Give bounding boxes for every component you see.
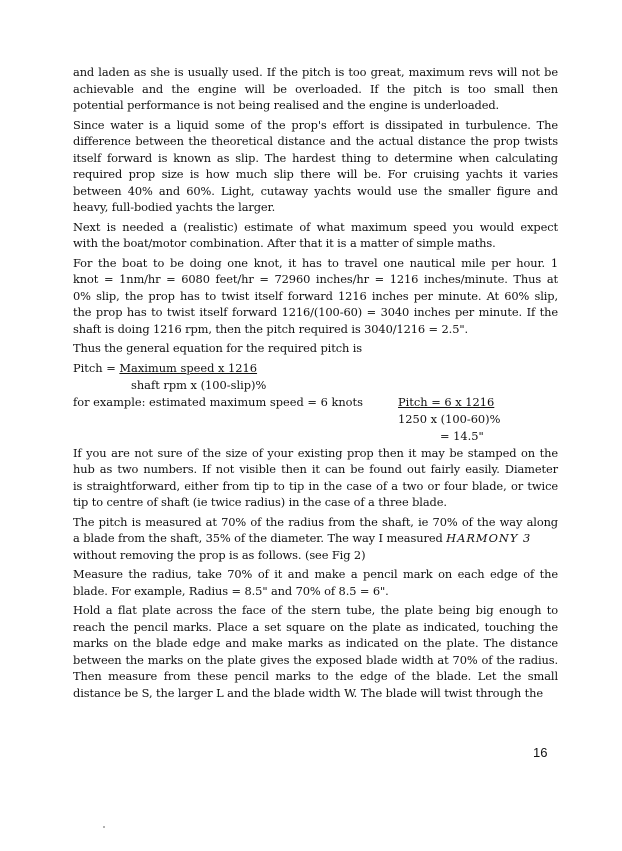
page-number: 16 [533, 745, 548, 760]
text-line: For the boat to be doing one knot, it has to travel one nautical mile per hour. 1 [73, 255, 558, 270]
paragraph [73, 445, 558, 511]
formula-example-numerator: Pitch = 6 x 1216 [398, 394, 495, 409]
formula-example-label: for example: estimated maximum speed = 6 knots [73, 394, 363, 409]
paragraph-harmony-tail [73, 547, 558, 564]
paragraph [73, 566, 558, 599]
formula-general [73, 360, 257, 377]
page-body [73, 64, 558, 704]
text-line: difference between the theoretical distance and the actual distance the prop twists [73, 134, 558, 148]
text-line: distance be S, the larger L and the blade width W. The blade will twist through the [73, 685, 543, 700]
scan-speck [103, 826, 105, 828]
text-line: between the marks on the plate gives the exposed blade width at 70% of the radius. [73, 652, 558, 667]
boat-name: HARMONY 3 [446, 531, 532, 545]
text-block-method [73, 566, 558, 701]
text-block-intro [73, 64, 558, 357]
text-line: Thus the general equation for the required pitch is [73, 341, 363, 355]
text-line: required prop size is how much slip there will be. For cruising yachts it varies [73, 167, 558, 181]
paragraph [73, 64, 558, 114]
formula-lhs: Pitch = [73, 360, 120, 375]
text-line: knot = 1nm/hr = 6080 feet/hr = 72960 inches/hr = 1216 inches/minute. Thus at [73, 272, 558, 286]
pitch-formula [73, 360, 558, 443]
text-line: Measure the radius, take 70% of it and make a pencil mark on each edge of the [73, 567, 558, 581]
formula-example-result: = 14.5" [440, 428, 484, 443]
text-line: the prop has to twist itself forward 1216/(100-60) = 3040 inches per minute. If the [73, 305, 558, 319]
text-line: 0% slip, the prop has to twist itself forward 1216 inches per minute. At 60% slip, [73, 288, 558, 303]
text-line: Next is needed a (realistic) estimate of what maximum speed you would expect [73, 219, 558, 234]
text-line: is straightforward, either from tip to tip in the case of a two or four blade, or twice [73, 478, 558, 493]
text-line [73, 530, 558, 547]
text-line: marks on the blade edge and make marks as indicated on the plate. The distance [73, 636, 558, 650]
text-line: Hold a flat plate across the face of the stern tube, the plate being big enough to [73, 603, 558, 617]
text-line: between 40% and 60%. Light, cutaway yachts would use the smaller figure and [73, 183, 558, 198]
text-line: shaft is doing 1216 rpm, then the pitch required is 3040/1216 = 2.5". [73, 321, 468, 336]
text-line: achievable and the engine will be overloaded. If the pitch is too small then [73, 81, 558, 96]
text-line: heavy, full-bodied yachts the larger. [73, 200, 276, 214]
paragraph [73, 117, 558, 216]
text-line: reach the pencil marks. Place a set square on the plate as indicated, touching the [73, 619, 558, 634]
text-line: without removing the prop is as follows. (see Fig 2) [73, 547, 366, 562]
text-line: potential performance is not being realised and the engine is underloaded. [73, 98, 500, 112]
text-line: If you are not sure of the size of your existing prop then it may be stamped on the [73, 445, 558, 460]
text-block-measure [73, 445, 558, 547]
formula-numerator: Maximum speed x 1216 [119, 360, 258, 375]
paragraph [73, 219, 558, 252]
text-line: with the boat/motor combination. After that it is a matter of simple maths. [73, 236, 496, 250]
text-line: The pitch is measured at 70% of the radius from the shaft, ie 70% of the way along [73, 514, 558, 529]
paragraph [73, 255, 558, 338]
text-line: tip to centre of shaft (ie twice radius) in the case of a three blade. [73, 495, 447, 509]
paragraph [73, 514, 558, 547]
formula-example-denominator: 1250 x (100-60)% [398, 411, 501, 426]
paragraph [73, 340, 558, 357]
text-line: Then measure from these pencil marks to the edge of the blade. Let the small [73, 669, 558, 683]
paragraph [73, 602, 558, 701]
text-line: blade. For example, Radius = 8.5" and 70% of 8.5 = 6". [73, 583, 389, 598]
text-line: Since water is a liquid some of the prop's effort is dissipated in turbulence. The [73, 117, 558, 132]
text-line: itself forward is known as slip. The hardest thing to determine when calculating [73, 150, 558, 165]
formula-denominator: shaft rpm x (100-slip)% [131, 377, 267, 392]
text-line: and laden as she is usually used. If the pitch is too great, maximum revs will not be [73, 65, 558, 79]
text-line: hub as two numbers. If not visible then it can be found out fairly easily. Diameter [73, 462, 558, 476]
text-fragment: a blade from the shaft, 35% of the diameter. The way I measured [73, 531, 447, 545]
